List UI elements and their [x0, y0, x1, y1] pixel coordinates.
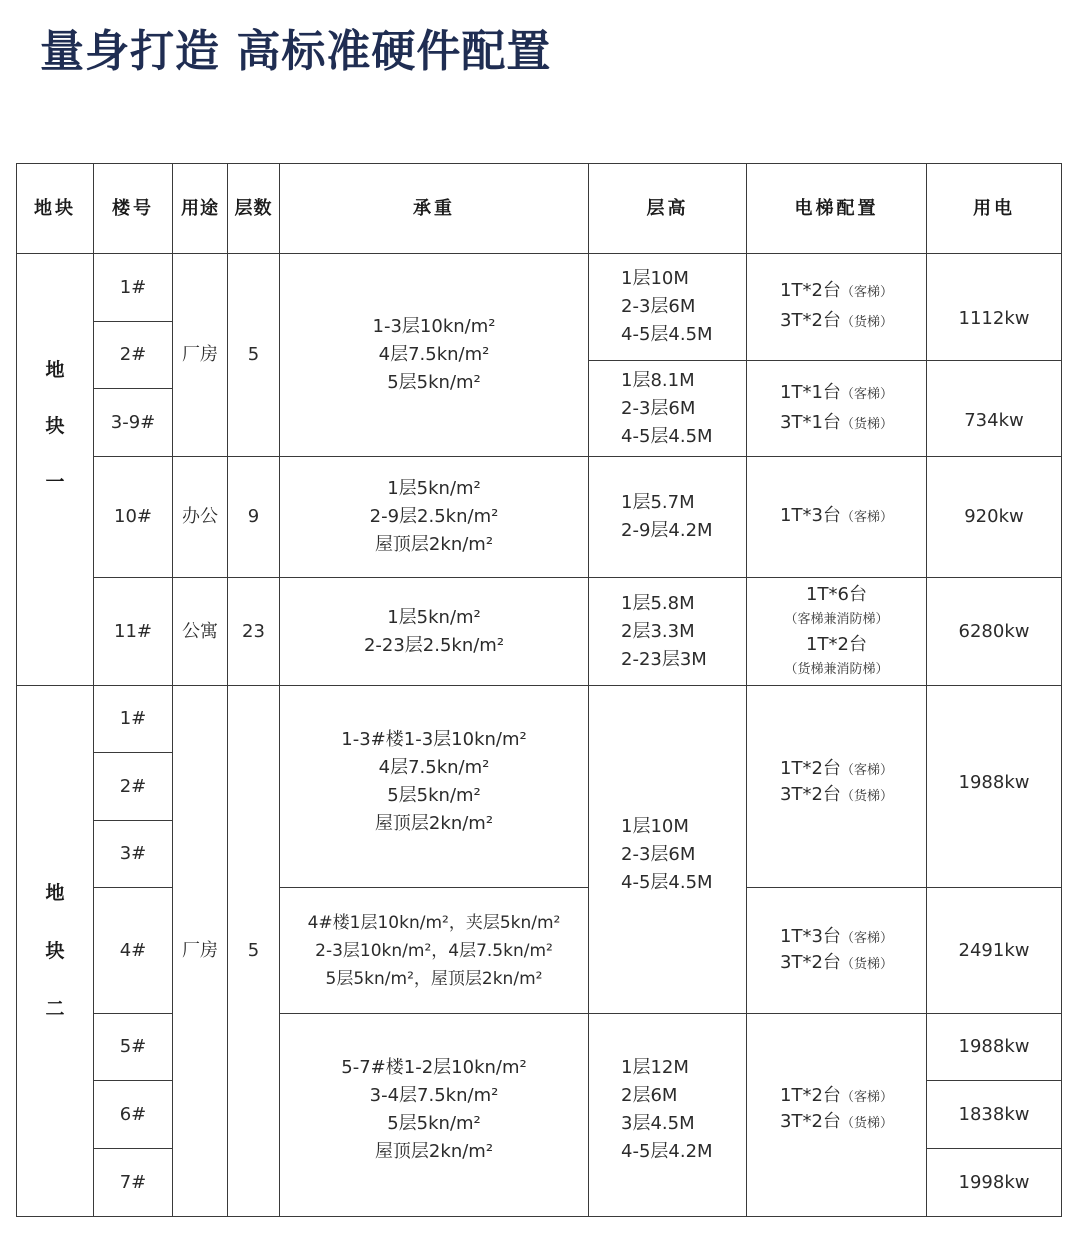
building-cell: 3-9# [93, 388, 173, 457]
plot-2-char: 二 [45, 998, 65, 1020]
elevator-note: （客梯） [840, 510, 893, 525]
height-cell [588, 360, 747, 457]
power-cell: 1112kw [926, 253, 1062, 361]
usage-cell: 办公 [172, 456, 228, 578]
building-cell: 2# [93, 752, 173, 821]
load-cell [279, 1013, 589, 1217]
height-line: 2-23层3M [621, 648, 707, 670]
elevator-line [780, 379, 893, 409]
elevator-line [780, 951, 893, 977]
floors-cell: 9 [227, 456, 280, 578]
page-title: 量身打造 高标准硬件配置 [40, 26, 552, 77]
elevator-main: 1T*2台 [806, 633, 867, 655]
elevator-main: 1T*3台 [780, 925, 841, 947]
elevator-note: （货梯） [840, 1116, 893, 1131]
power-cell: 1988kw [926, 1013, 1062, 1081]
height-line: 1层5.8M [621, 592, 695, 614]
power-cell: 2491kw [926, 887, 1062, 1014]
load-line: 2-3层10kn/m²，4层7.5kn/m² [315, 940, 553, 961]
load-line: 2-23层2.5kn/m² [363, 634, 505, 656]
elevator-line [780, 1084, 893, 1110]
elevator-note: （客梯） [840, 930, 893, 946]
load-cell [279, 685, 589, 888]
elevator-cell [746, 360, 927, 457]
load-cell [279, 253, 589, 457]
plot-2-char: 块 [45, 940, 65, 962]
building-cell: 1# [93, 685, 173, 753]
load-line: 1-3#楼1-3层10kn/m² [341, 728, 527, 750]
usage-cell: 厂房 [172, 253, 228, 457]
height-cell [588, 577, 747, 686]
power-cell: 1988kw [926, 685, 1062, 888]
height-line: 2层3.3M [621, 620, 695, 642]
elevator-main: 3T*2台 [780, 783, 841, 805]
elevator-main: 3T*1台 [780, 411, 841, 433]
elevator-cell [746, 685, 927, 888]
power-cell: 6280kw [926, 577, 1062, 686]
elevator-note: （货梯） [840, 956, 893, 972]
plot-1-label [16, 253, 94, 686]
load-line: 1-3层10kn/m² [372, 316, 496, 337]
plot-1-char: 一 [45, 471, 65, 493]
load-line: 2-9层2.5kn/m² [369, 506, 499, 527]
elevator-main: 1T*2台 [780, 1085, 841, 1106]
elevator-note: （客梯） [840, 386, 893, 402]
header-elevator: 电梯配置 [746, 163, 927, 254]
height-line: 3层4.5M [621, 1113, 695, 1134]
height-cell [588, 253, 747, 361]
load-line: 4层7.5kn/m² [378, 756, 490, 778]
load-line: 1层5kn/m² [387, 606, 481, 628]
height-line: 2层6M [621, 1085, 678, 1106]
header-plot: 地块 [16, 163, 94, 254]
load-line: 5层5kn/m²，屋顶层2kn/m² [325, 968, 543, 989]
height-line: 1层10M [621, 268, 689, 289]
building-cell: 6# [93, 1080, 173, 1149]
building-cell: 3# [93, 820, 173, 888]
load-line: 5层5kn/m² [387, 784, 481, 806]
height-line: 4-5层4.5M [621, 871, 713, 893]
building-cell: 11# [93, 577, 173, 686]
elevator-line [780, 307, 893, 337]
usage-cell: 公寓 [172, 577, 228, 686]
height-line: 4-5层4.5M [621, 324, 713, 345]
load-line: 5层5kn/m² [387, 372, 481, 393]
elevator-main: 3T*2台 [780, 951, 841, 973]
height-line: 1层8.1M [621, 369, 695, 391]
floors-cell: 5 [227, 253, 280, 457]
height-line: 2-9层4.2M [621, 520, 713, 541]
load-line: 5层5kn/m² [387, 1113, 481, 1134]
elevator-cell [746, 1013, 927, 1217]
load-line: 5-7#楼1-2层10kn/m² [341, 1057, 527, 1078]
building-cell: 4# [93, 887, 173, 1014]
elevator-line [780, 409, 893, 439]
elevator-main: 1T*2台 [780, 280, 841, 301]
plot-2-char: 地 [45, 882, 65, 904]
elevator-line [780, 1110, 893, 1136]
plot-1-char: 块 [45, 415, 65, 437]
elevator-note: （货梯） [840, 315, 893, 330]
header-floors: 层数 [227, 163, 280, 254]
elevator-line [780, 502, 893, 532]
header-building: 楼号 [93, 163, 173, 254]
elevator-main: 1T*2台 [780, 757, 841, 779]
height-line: 1层12M [621, 1057, 689, 1078]
load-line: 屋顶层2kn/m² [374, 812, 494, 834]
elevator-main: 1T*3台 [780, 505, 841, 526]
floors-cell: 5 [227, 685, 280, 1217]
elevator-cell [746, 887, 927, 1014]
elevator-note: （货梯） [840, 788, 893, 804]
building-cell: 1# [93, 253, 173, 322]
elevator-note: （货梯兼消防梯） [784, 661, 889, 677]
elevator-note: （客梯兼消防梯） [784, 611, 889, 627]
height-line: 2-3层6M [621, 397, 696, 419]
building-cell: 7# [93, 1148, 173, 1217]
power-cell: 734kw [926, 360, 1062, 457]
elevator-main: 3T*2台 [780, 1111, 841, 1132]
load-line: 4层7.5kn/m² [378, 344, 490, 365]
building-cell: 10# [93, 456, 173, 578]
elevator-note: （客梯） [840, 1090, 893, 1105]
elevator-main: 1T*6台 [806, 583, 867, 605]
elevator-line [780, 783, 893, 809]
elevator-note: （客梯） [840, 285, 893, 300]
load-line: 屋顶层2kn/m² [374, 534, 494, 555]
height-cell [588, 685, 747, 1014]
header-height: 层高 [588, 163, 747, 254]
elevator-line [780, 277, 893, 307]
elevator-note: （货梯） [840, 416, 893, 432]
elevator-cell [746, 577, 927, 686]
header-power: 用电 [926, 163, 1062, 254]
usage-cell: 厂房 [172, 685, 228, 1217]
plot-1-char: 地 [45, 359, 65, 381]
height-line: 2-3层6M [621, 843, 696, 865]
elevator-note: （客梯） [840, 762, 893, 778]
height-line: 4-5层4.2M [621, 1141, 713, 1162]
header-usage: 用途 [172, 163, 228, 254]
load-line: 1层5kn/m² [387, 478, 481, 499]
load-line: 3-4层7.5kn/m² [369, 1085, 499, 1106]
load-cell [279, 456, 589, 578]
building-cell: 2# [93, 321, 173, 389]
plot-2-label [16, 685, 94, 1217]
elevator-main: 3T*2台 [780, 310, 841, 331]
power-cell: 920kw [926, 456, 1062, 578]
height-line: 2-3层6M [621, 296, 696, 317]
height-cell [588, 1013, 747, 1217]
elevator-cell [746, 456, 927, 578]
elevator-line [780, 757, 893, 783]
header-load: 承重 [279, 163, 589, 254]
height-line: 4-5层4.5M [621, 425, 713, 447]
elevator-cell [746, 253, 927, 361]
power-cell: 1998kw [926, 1148, 1062, 1217]
load-line: 4#楼1层10kn/m²，夹层5kn/m² [307, 912, 561, 933]
load-cell [279, 887, 589, 1014]
height-line: 1层10M [621, 815, 689, 837]
floors-cell: 23 [227, 577, 280, 686]
elevator-main: 1T*1台 [780, 381, 841, 403]
load-cell [279, 577, 589, 686]
height-line: 1层5.7M [621, 492, 695, 513]
load-line: 屋顶层2kn/m² [374, 1141, 494, 1162]
height-cell [588, 456, 747, 578]
elevator-line [780, 925, 893, 951]
power-cell: 1838kw [926, 1080, 1062, 1149]
building-cell: 5# [93, 1013, 173, 1081]
